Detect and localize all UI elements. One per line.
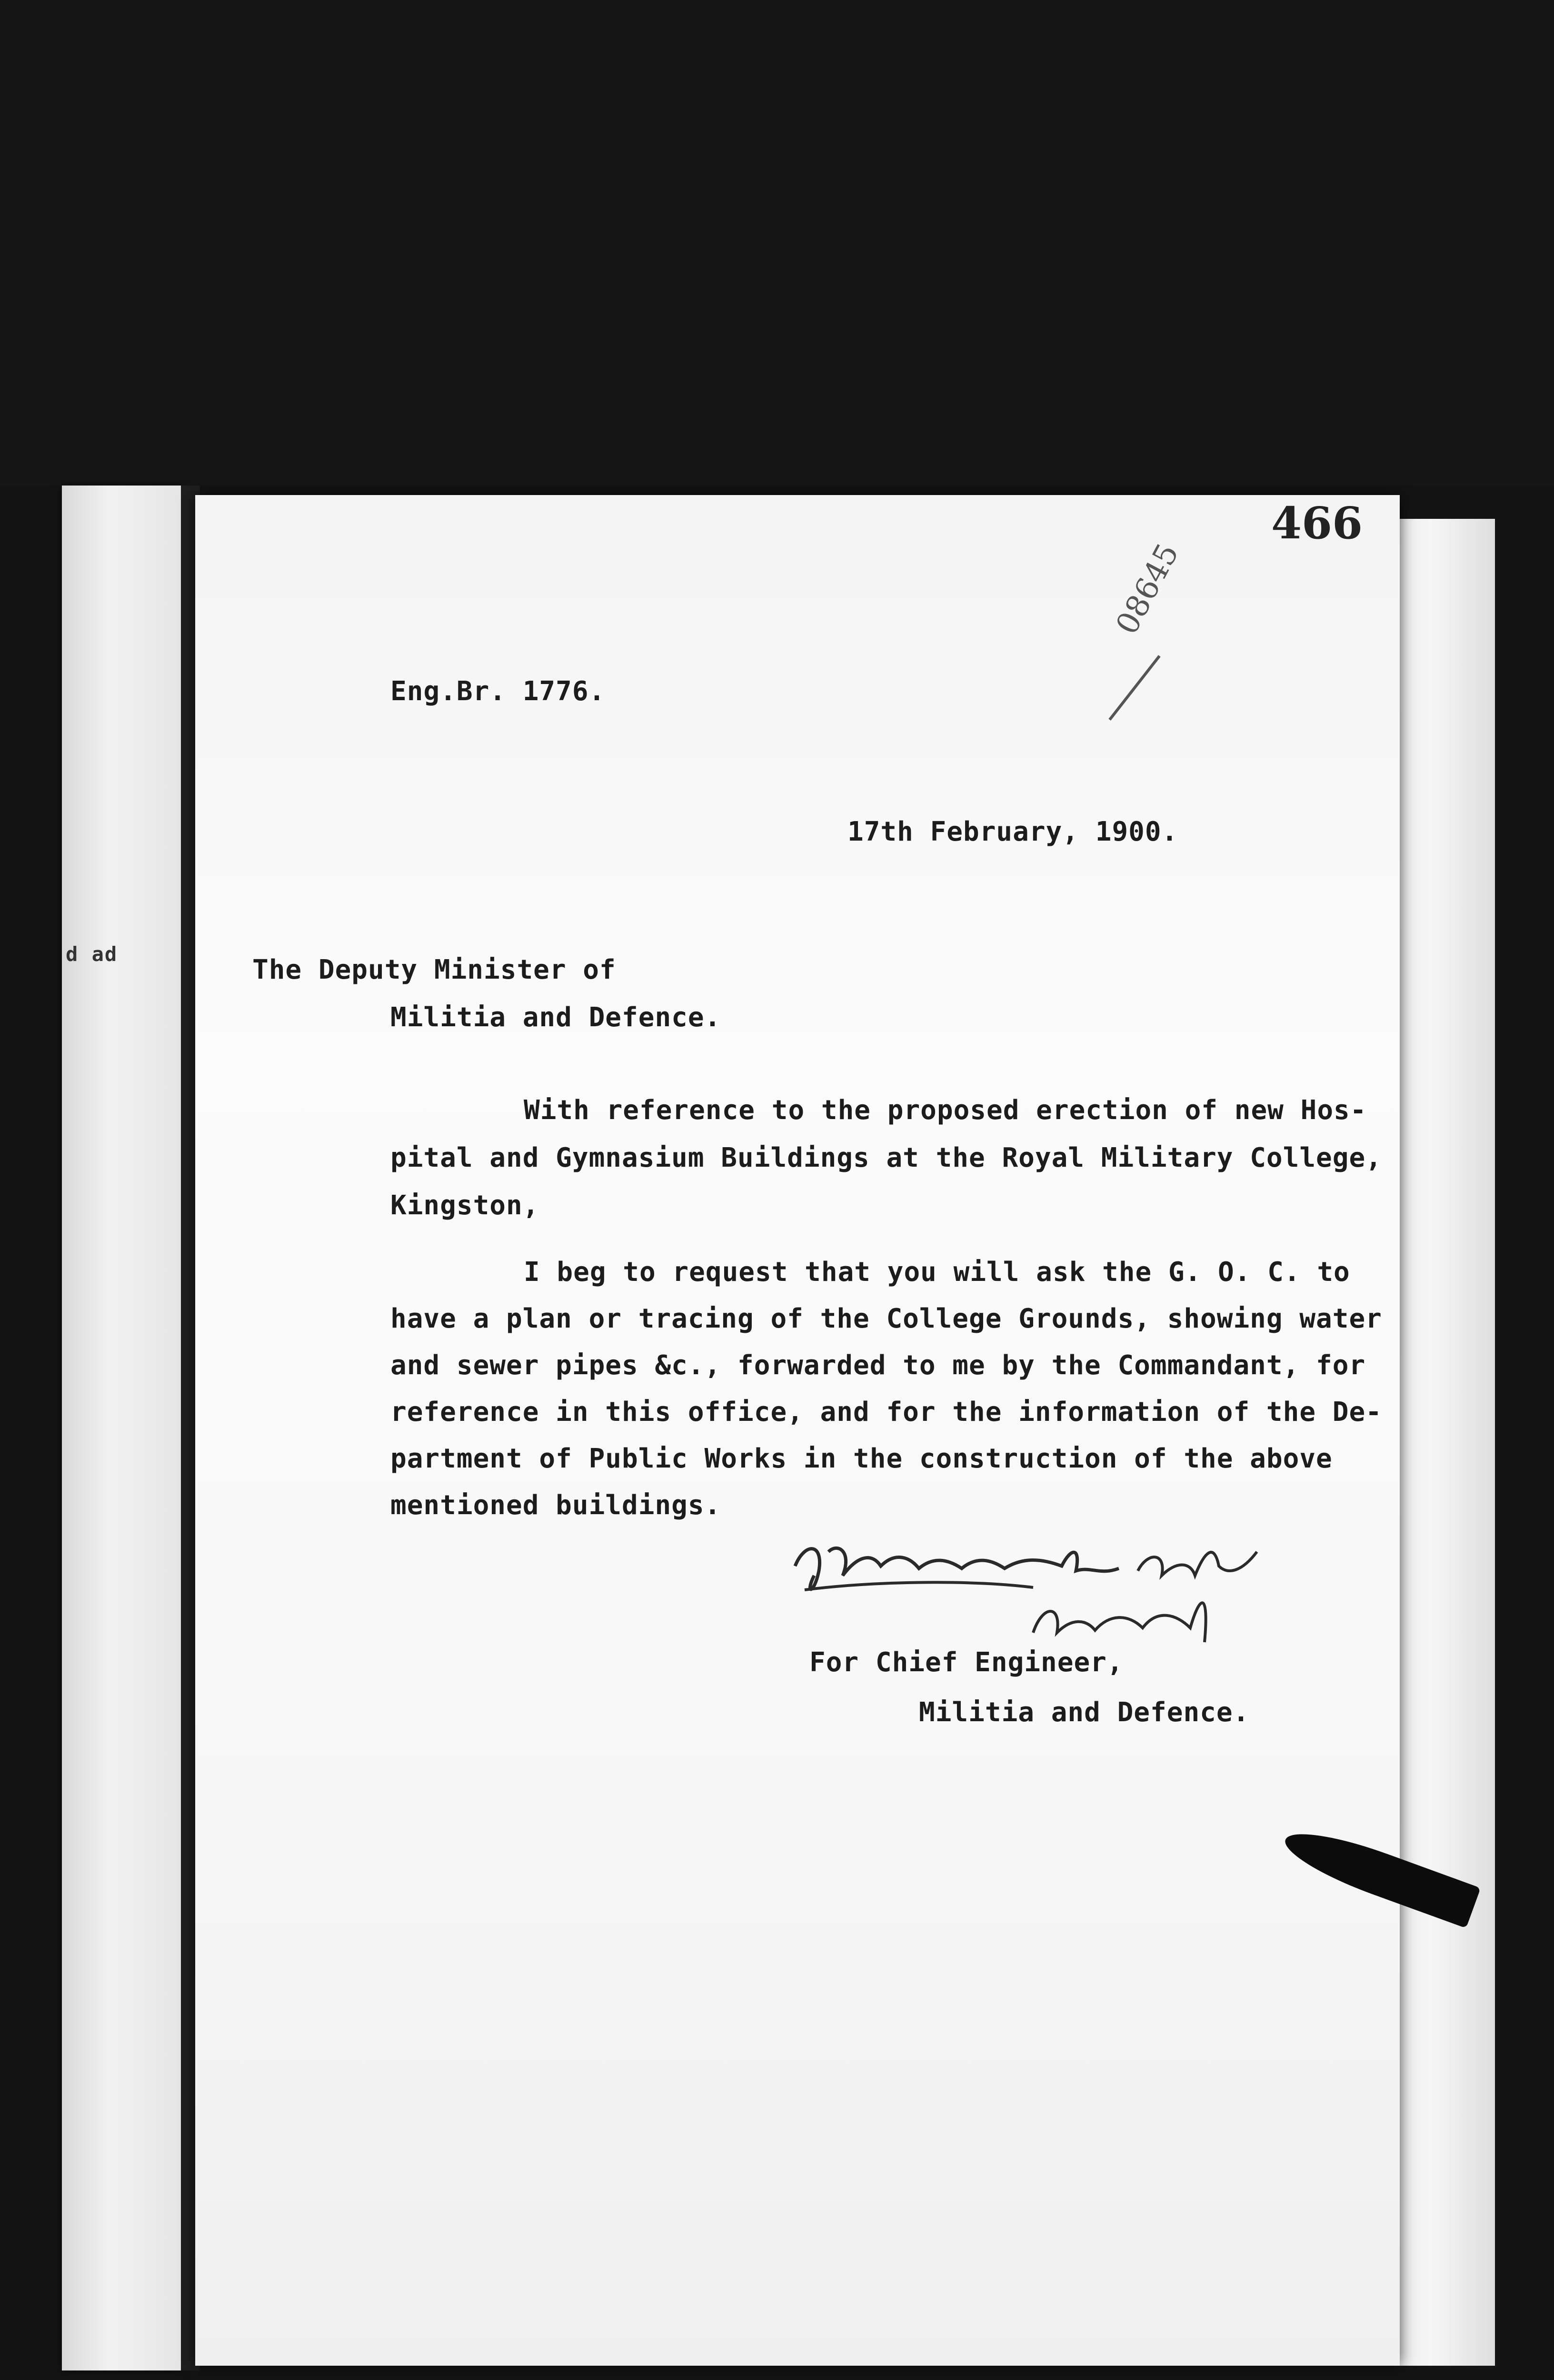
adjacent-page-fragment: d ad [66, 942, 118, 966]
paragraph-2-line-1: I beg to request that you will ask the G. O. C. to [524, 1257, 1350, 1288]
paragraph-1-line-2: pital and Gymnasium Buildings at the Royal Military College, [390, 1142, 1382, 1173]
paragraph-2-line-4: reference in this office, and for the information of the De- [390, 1397, 1382, 1428]
reference-number: Eng.Br. 1776. [390, 676, 606, 707]
film-border-top [0, 0, 1554, 486]
handwritten-signature [786, 1523, 1285, 1656]
letter-page [195, 495, 1400, 2366]
paragraph-1-line-1: With reference to the proposed erection of new Hos- [524, 1095, 1367, 1126]
paragraph-2-line-5: partment of Public Works in the construction of the above [390, 1443, 1333, 1474]
adjacent-page-strip [62, 486, 181, 2370]
paragraph-2-line-6: mentioned buildings. [390, 1490, 721, 1521]
closing-line-1: For Chief Engineer, [809, 1647, 1124, 1678]
closing-line-2: Militia and Defence. [919, 1697, 1250, 1728]
addressee-line-1: The Deputy Minister of [252, 954, 616, 985]
letter-date: 17th February, 1900. [847, 816, 1178, 847]
file-stamp-number: 08645 [1109, 538, 1186, 640]
paragraph-2-line-3: and sewer pipes &c., forwarded to me by the Commandant, for [390, 1350, 1366, 1381]
paragraph-2-line-2: have a plan or tracing of the College Grounds, showing water [390, 1303, 1382, 1334]
page-number: 466 [1271, 497, 1363, 549]
addressee-line-2: Militia and Defence. [390, 1002, 721, 1033]
paragraph-1-line-3: Kingston, [390, 1190, 539, 1221]
